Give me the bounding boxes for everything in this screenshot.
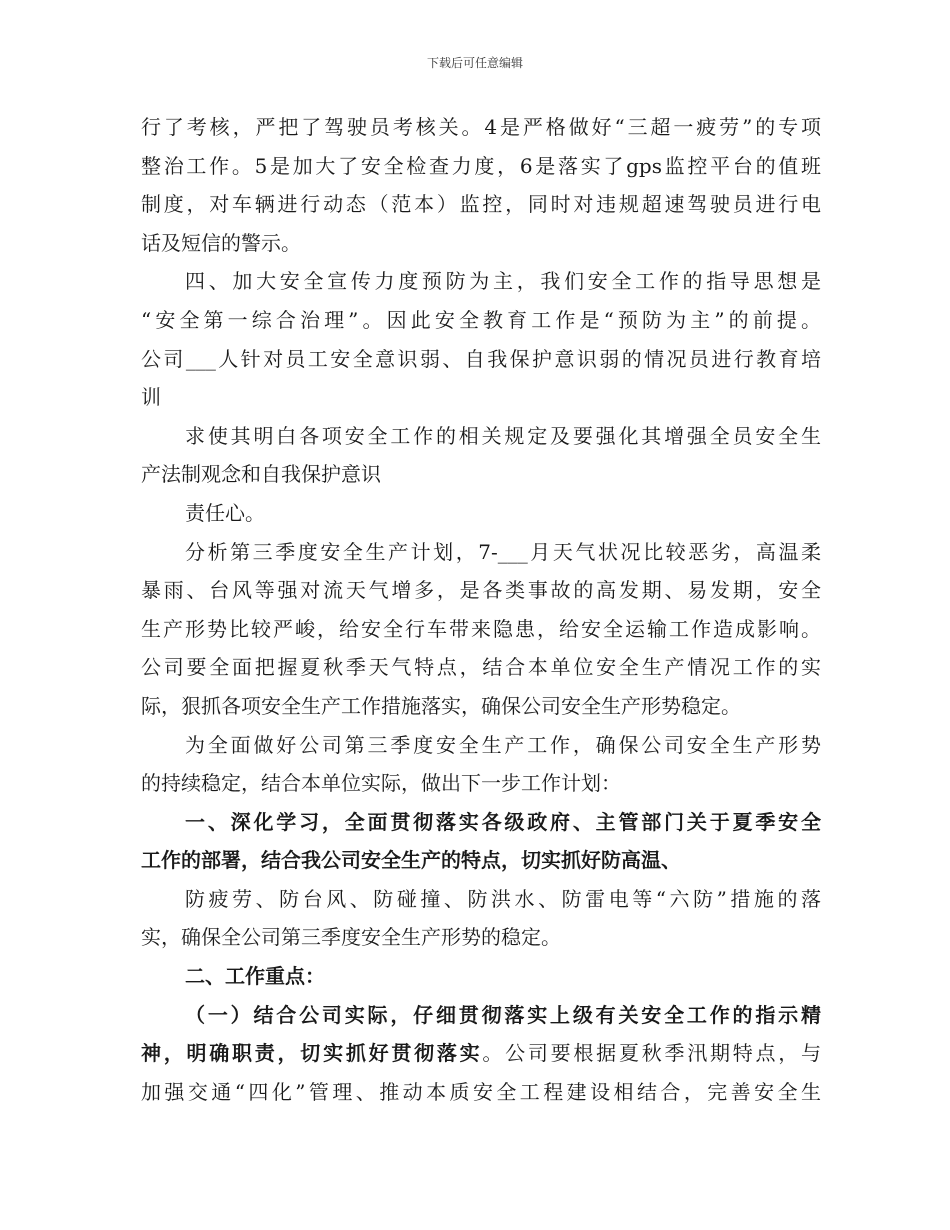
text-line: （一）结合公司实际，仔细贯彻落实上级有关安全工作的指示精 [185, 1002, 821, 1027]
text-line: 二、工作重点： [185, 964, 325, 989]
text-line: 求使其明白各项安全工作的相关规定及要强化其增强全员安全生 [185, 423, 821, 448]
text-line: 为全面做好公司第三季度安全生产工作，确保公司安全生产形势 [185, 732, 821, 757]
text-line [141, 1034, 821, 1073]
text-line: 生产形势比较严峻，给安全行车带来隐患，给安全运输工作造成影响。 [141, 616, 821, 641]
text-line: 际，狠抓各项安全生产工作措施落实，确保公司安全生产形势稳定。 [141, 693, 741, 718]
text-line: 行了考核，严把了驾驶员考核关。4是严格做好“三超一疲劳”的专项 [141, 115, 821, 139]
text-line: “安全第一综合治理”。因此安全教育工作是“预防为主”的前提。 [141, 307, 821, 332]
text-line: 四、加大安全宣传力度预防为主，我们安全工作的指导思想是 [185, 269, 821, 294]
document-body [141, 108, 821, 1111]
text-line: 工作的部署，结合我公司安全生产的特点，切实抓好防高温、 [141, 848, 681, 873]
text-line: 一、深化学习，全面贯彻落实各级政府、主管部门关于夏季安全 [185, 809, 821, 834]
text-line: 公司要全面把握夏秋季天气特点，结合本单位安全生产情况工作的实 [141, 655, 821, 680]
text-line: 实，确保全公司第三季度安全生产形势的稳定。 [141, 925, 561, 950]
text-line: 责任心。 [185, 500, 265, 525]
text-line: 产法制观念和自我保护意识 [141, 462, 381, 487]
text-line: 暴雨、台风等强对流天气增多，是各类事故的高发期、易发期，安全 [141, 578, 821, 603]
text-line: 加强交通“四化”管理、推动本质安全工程建设相结合，完善安全生 [141, 1079, 821, 1104]
text-line: 训 [141, 385, 161, 410]
text-line: 话及短信的警示。 [141, 230, 301, 255]
text-line: 整治工作。5是加大了安全检查力度，6是落实了gps监控平台的值班 [141, 153, 821, 178]
bold-text-span: 神，明确职责，切实抓好贯彻落实 [141, 1041, 483, 1066]
text-line: 制度，对车辆进行动态（范本）监控，同时对违规超速驾驶员进行电 [141, 192, 821, 217]
text-line: 防疲劳、防台风、防碰撞、防洪水、防雷电等“六防”措施的落 [185, 886, 821, 911]
text-line: 分析第三季度安全生产计划，7-___月天气状况比较恶劣，高温柔 [185, 539, 821, 564]
regular-text-span: 。公司要根据夏秋季汛期特点，与 [482, 1041, 821, 1066]
text-line: 公司___人针对员工安全意识弱、自我保护意识弱的情况员进行教育培 [141, 346, 821, 371]
text-line: 的持续稳定，结合本单位实际，做出下一步工作计划： [141, 771, 621, 796]
page-header: 下载后可任意编辑 [426, 56, 523, 70]
